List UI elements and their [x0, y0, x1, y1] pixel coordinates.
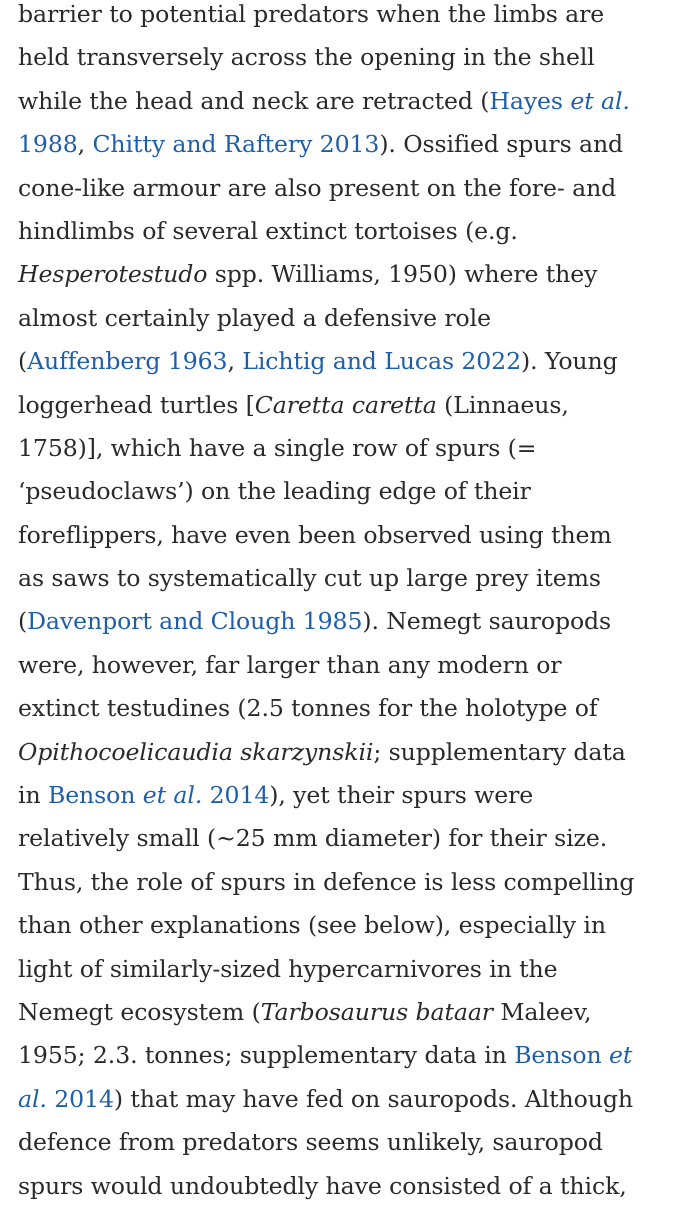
text-line: [18, 514, 668, 557]
citation-link[interactable]: 1988: [18, 130, 78, 159]
text-segment: ‘pseudoclaws’) on the leading edge of their: [18, 477, 531, 506]
citation-link[interactable]: Davenport and Clough 1985: [27, 607, 363, 636]
text-line: [18, 731, 668, 774]
text-line: [18, 1165, 668, 1208]
text-segment: extinct testudines (2.5 tonnes for the holotype of: [18, 694, 598, 723]
text-segment: Tarbosaurus bataar: [260, 997, 493, 1026]
text-line: [18, 774, 668, 817]
text-line: [18, 427, 668, 470]
text-line: [18, 340, 668, 383]
citation-link[interactable]: Auffenberg 1963: [27, 347, 228, 376]
text-segment: Opithocoelicaudia skarzynskii: [18, 737, 374, 766]
citation-link[interactable]: Chitty and Raftery 2013: [92, 130, 380, 159]
text-segment: 1955; 2.3. tonnes; supplementary data in: [18, 1041, 515, 1070]
text-line: [18, 167, 668, 210]
text-line: [18, 384, 668, 427]
citation-link[interactable]: et: [609, 1041, 633, 1070]
text-line: [18, 948, 668, 991]
text-segment: hindlimbs of several extinct tortoises (e.g.: [18, 216, 518, 245]
text-line: [18, 557, 668, 600]
text-segment: than other explanations (see below), especially in: [18, 911, 606, 940]
text-segment: spurs would undoubtedly have consisted of a thick,: [18, 1171, 627, 1200]
text-segment: foreflippers, have even been observed using them: [18, 520, 612, 549]
text-segment: ; supplementary data: [373, 737, 626, 766]
text-line: [18, 687, 668, 730]
citation-link[interactable]: Benson: [514, 1041, 609, 1070]
text-segment: Thus, the role of spurs in defence is less compelling: [18, 867, 635, 896]
text-segment: cone-like armour are also present on the fore- and: [18, 173, 617, 202]
text-line: [18, 210, 668, 253]
text-segment: defence from predators seems unlikely, sauropod: [18, 1128, 603, 1157]
text-segment: ) that may have fed on sauropods. Although: [113, 1084, 633, 1113]
text-segment: almost certainly played a defensive role: [18, 303, 491, 332]
text-segment: ), yet their spurs were: [269, 781, 534, 810]
text-line: [18, 1078, 668, 1121]
citation-link[interactable]: Lichtig and Lucas 2022: [242, 347, 521, 376]
text-line: [18, 991, 668, 1034]
text-segment: Maleev,: [492, 997, 592, 1026]
text-line: [18, 644, 668, 687]
text-segment: ,: [77, 130, 93, 159]
citation-link[interactable]: et al.: [570, 86, 630, 115]
citation-link[interactable]: 2014: [46, 1084, 114, 1113]
citation-link[interactable]: et al.: [142, 781, 203, 810]
text-segment: (: [18, 347, 28, 376]
text-segment: Caretta caretta: [254, 390, 437, 419]
text-line: [18, 123, 668, 166]
text-segment: (Linnaeus,: [436, 390, 569, 419]
text-segment: held transversely across the opening in the shell: [18, 43, 595, 72]
text-line: [18, 600, 668, 643]
article-body: [18, 0, 668, 1208]
text-line: [18, 1121, 668, 1164]
text-segment: loggerhead turtles [: [18, 390, 255, 419]
text-line: [18, 861, 668, 904]
text-line: [18, 80, 668, 123]
text-segment: spp. Williams, 1950) where they: [207, 260, 598, 289]
text-segment: Nemegt ecosystem (: [18, 997, 261, 1026]
text-segment: while the head and neck are retracted (: [18, 86, 490, 115]
text-segment: ,: [227, 347, 243, 376]
text-segment: Hesperotestudo: [18, 260, 208, 289]
citation-link[interactable]: Hayes: [489, 86, 571, 115]
text-line: [18, 36, 668, 79]
text-segment: in: [18, 781, 48, 810]
text-segment: as saws to systematically cut up large prey items: [18, 564, 601, 593]
citation-link[interactable]: Benson: [47, 781, 143, 810]
text-segment: ). Young: [521, 347, 618, 376]
text-segment: ). Ossified spurs and: [379, 130, 624, 159]
text-segment: light of similarly-sized hypercarnivores in the: [18, 954, 558, 983]
text-line: [18, 0, 668, 36]
text-segment: (: [18, 607, 28, 636]
text-line: [18, 817, 668, 860]
citation-link[interactable]: 2014: [202, 781, 270, 810]
text-segment: relatively small (~25 mm diameter) for their size.: [18, 824, 608, 853]
text-line: [18, 297, 668, 340]
text-segment: ). Nemegt sauropods: [362, 607, 612, 636]
text-line: [18, 470, 668, 513]
text-segment: 1758)], which have a single row of spurs (=: [18, 433, 537, 462]
citation-link[interactable]: al.: [18, 1084, 47, 1113]
text-segment: were, however, far larger than any modern or: [18, 650, 562, 679]
text-segment: barrier to potential predators when the limbs are: [18, 0, 605, 28]
text-line: [18, 1034, 668, 1077]
text-line: [18, 253, 668, 296]
text-line: [18, 904, 668, 947]
